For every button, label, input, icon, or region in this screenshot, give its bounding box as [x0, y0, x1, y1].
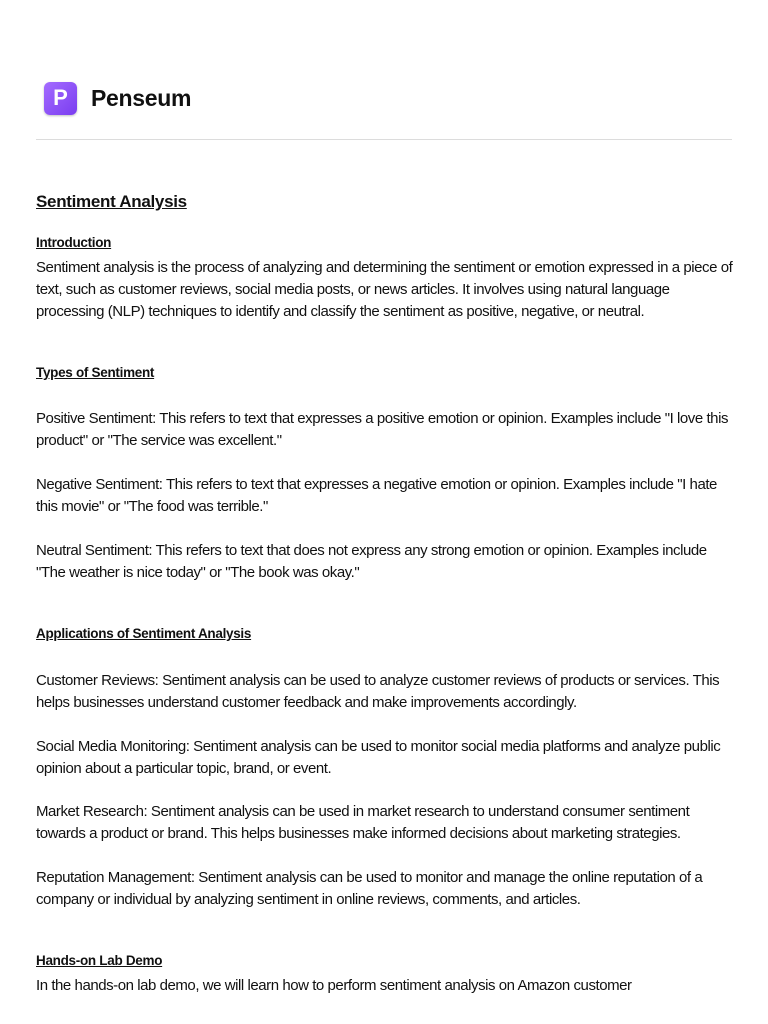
- reputation-management-paragraph: Reputation Management: Sentiment analysis can be used to monitor and manage the online reputation of a company or individual by analyzing sentiment in online reviews, comments, and articles.: [36, 869, 703, 908]
- page-title: Sentiment Analysis: [36, 192, 187, 211]
- penseum-logo-icon[interactable]: [44, 82, 77, 115]
- market-research-paragraph: Market Research: Sentiment analysis can be used in market research to understand consumer sentiment towards a product or brand. This helps businesses make informed decisions about marketing strategies.: [36, 803, 690, 842]
- applications-heading: Applications of Sentiment Analysis: [36, 626, 252, 641]
- lab-demo-paragraph: In the hands-on lab demo, we will learn how to perform sentiment analysis on Amazon customer: [36, 977, 632, 994]
- customer-reviews-paragraph: Customer Reviews: Sentiment analysis can be used to analyze customer reviews of products or services. This helps businesses understand customer feedback and make improvements accordingly.: [36, 672, 720, 711]
- app-header: [36, 78, 732, 118]
- logo-letter: P: [53, 85, 68, 110]
- negative-sentiment-paragraph: Negative Sentiment: This refers to text that expresses a negative emotion or opinion. Examples include "I hate this movie" or "The food was terrible.": [36, 476, 717, 515]
- introduction-heading: Introduction: [36, 235, 112, 250]
- social-media-paragraph: Social Media Monitoring: Sentiment analysis can be used to monitor social media platforms and analyze public opinion about a particular topic, brand, or event.: [36, 738, 721, 777]
- header-divider: [36, 139, 732, 140]
- introduction-paragraph: Sentiment analysis is the process of analyzing and determining the sentiment or emotion expressed in a piece of text, such as customer reviews, social media posts, or news articles. It involves using natural language processing (NLP) techniques to identify and classify the sentiment as positive, negative, or neutral.: [36, 259, 733, 320]
- brand-name[interactable]: Penseum: [91, 84, 192, 111]
- neutral-sentiment-paragraph: Neutral Sentiment: This refers to text that does not express any strong emotion or opinion. Examples include "The weather is nice today" or "The book was okay.": [36, 542, 707, 581]
- types-heading: Types of Sentiment: [36, 365, 155, 380]
- positive-sentiment-paragraph: Positive Sentiment: This refers to text that expresses a positive emotion or opinion. Examples include "I love this product" or "The service was excellent.": [36, 410, 728, 449]
- lab-demo-heading: Hands-on Lab Demo: [36, 953, 163, 968]
